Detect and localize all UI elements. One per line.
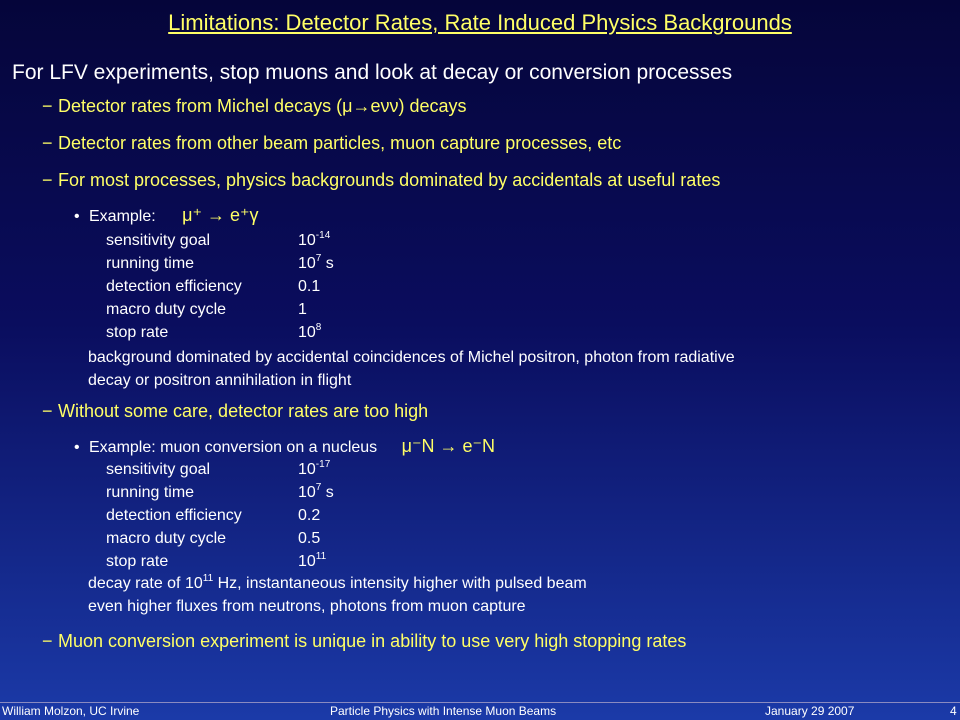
dash-item-michel (42, 96, 467, 117)
footer-page-number: 4 (950, 704, 957, 718)
footer-author: William Molzon, UC Irvine (2, 704, 140, 718)
bullet-marker: • (74, 208, 80, 225)
dash-item-rates-too-high (42, 401, 428, 422)
example1-note: background dominated by accidental coincidences of Michel positron, photon from radiative (88, 349, 735, 366)
example1-note: decay or positron annihilation in flight (88, 372, 352, 389)
example1-formula: μ⁺ → e⁺γ (182, 205, 259, 225)
dash-marker: − (42, 401, 53, 421)
dash-marker: − (42, 170, 53, 190)
slide-title: Limitations: Detector Rates, Rate Induced Physics Backgrounds (168, 10, 792, 35)
param-row: stop rate $10^8$ (106, 322, 322, 341)
param-row: stop rate $10^{11}$ (106, 551, 327, 570)
example1-heading (74, 205, 259, 226)
dash-text: Detector rates from other beam particles, muon capture processes, etc (58, 133, 622, 153)
michel-formula: μ→eνν (342, 96, 399, 116)
example-label: Example: muon conversion on a nucleus (89, 439, 378, 456)
dash-item-muon-conversion (42, 631, 686, 652)
dash-marker: − (42, 133, 53, 153)
dash-text: Detector rates from Michel decays ( (58, 96, 343, 116)
dash-text: For most processes, physics backgrounds dominated by accidentals at useful rates (58, 170, 721, 190)
dash-item-accidentals (42, 170, 720, 191)
param-row: running time $10^7$ s (106, 482, 334, 501)
footer-divider (0, 702, 960, 703)
param-row: macro duty cycle 1 (106, 301, 307, 318)
param-row: sensitivity goal $10^{-17}$ (106, 459, 331, 478)
example2-note: even higher fluxes from neutrons, photons from muon capture (88, 598, 526, 615)
param-row: detection efficiency 0.1 (106, 278, 321, 295)
footer-date: January 29 2007 (765, 704, 855, 718)
bullet-marker: • (74, 439, 80, 456)
dash-text: Without some care, detector rates are too high (58, 401, 429, 421)
param-row: sensitivity goal $10^{-14}$ (106, 230, 331, 249)
footer-talk-title: Particle Physics with Intense Muon Beams (330, 704, 557, 718)
dash-text: Muon conversion experiment is unique in ability to use very high stopping rates (58, 631, 687, 651)
main-bullet: For LFV experiments, stop muons and look at decay or conversion processes (12, 61, 733, 84)
param-row: running time $10^7$ s (106, 253, 334, 272)
example-label: Example: (89, 208, 156, 225)
example2-heading (74, 436, 495, 457)
dash-item-beam-particles (42, 133, 621, 154)
param-row: macro duty cycle 0.5 (106, 530, 321, 547)
example2-formula: μ⁻N → e⁻N (401, 436, 496, 456)
dash-text-end: ) decays (398, 96, 467, 116)
dash-marker: − (42, 631, 53, 651)
dash-marker: − (42, 96, 53, 116)
example2-note: decay rate of $10^{11}$ Hz, instantaneous intensity higher with pulsed beam (88, 573, 587, 592)
param-row: detection efficiency 0.2 (106, 507, 321, 524)
